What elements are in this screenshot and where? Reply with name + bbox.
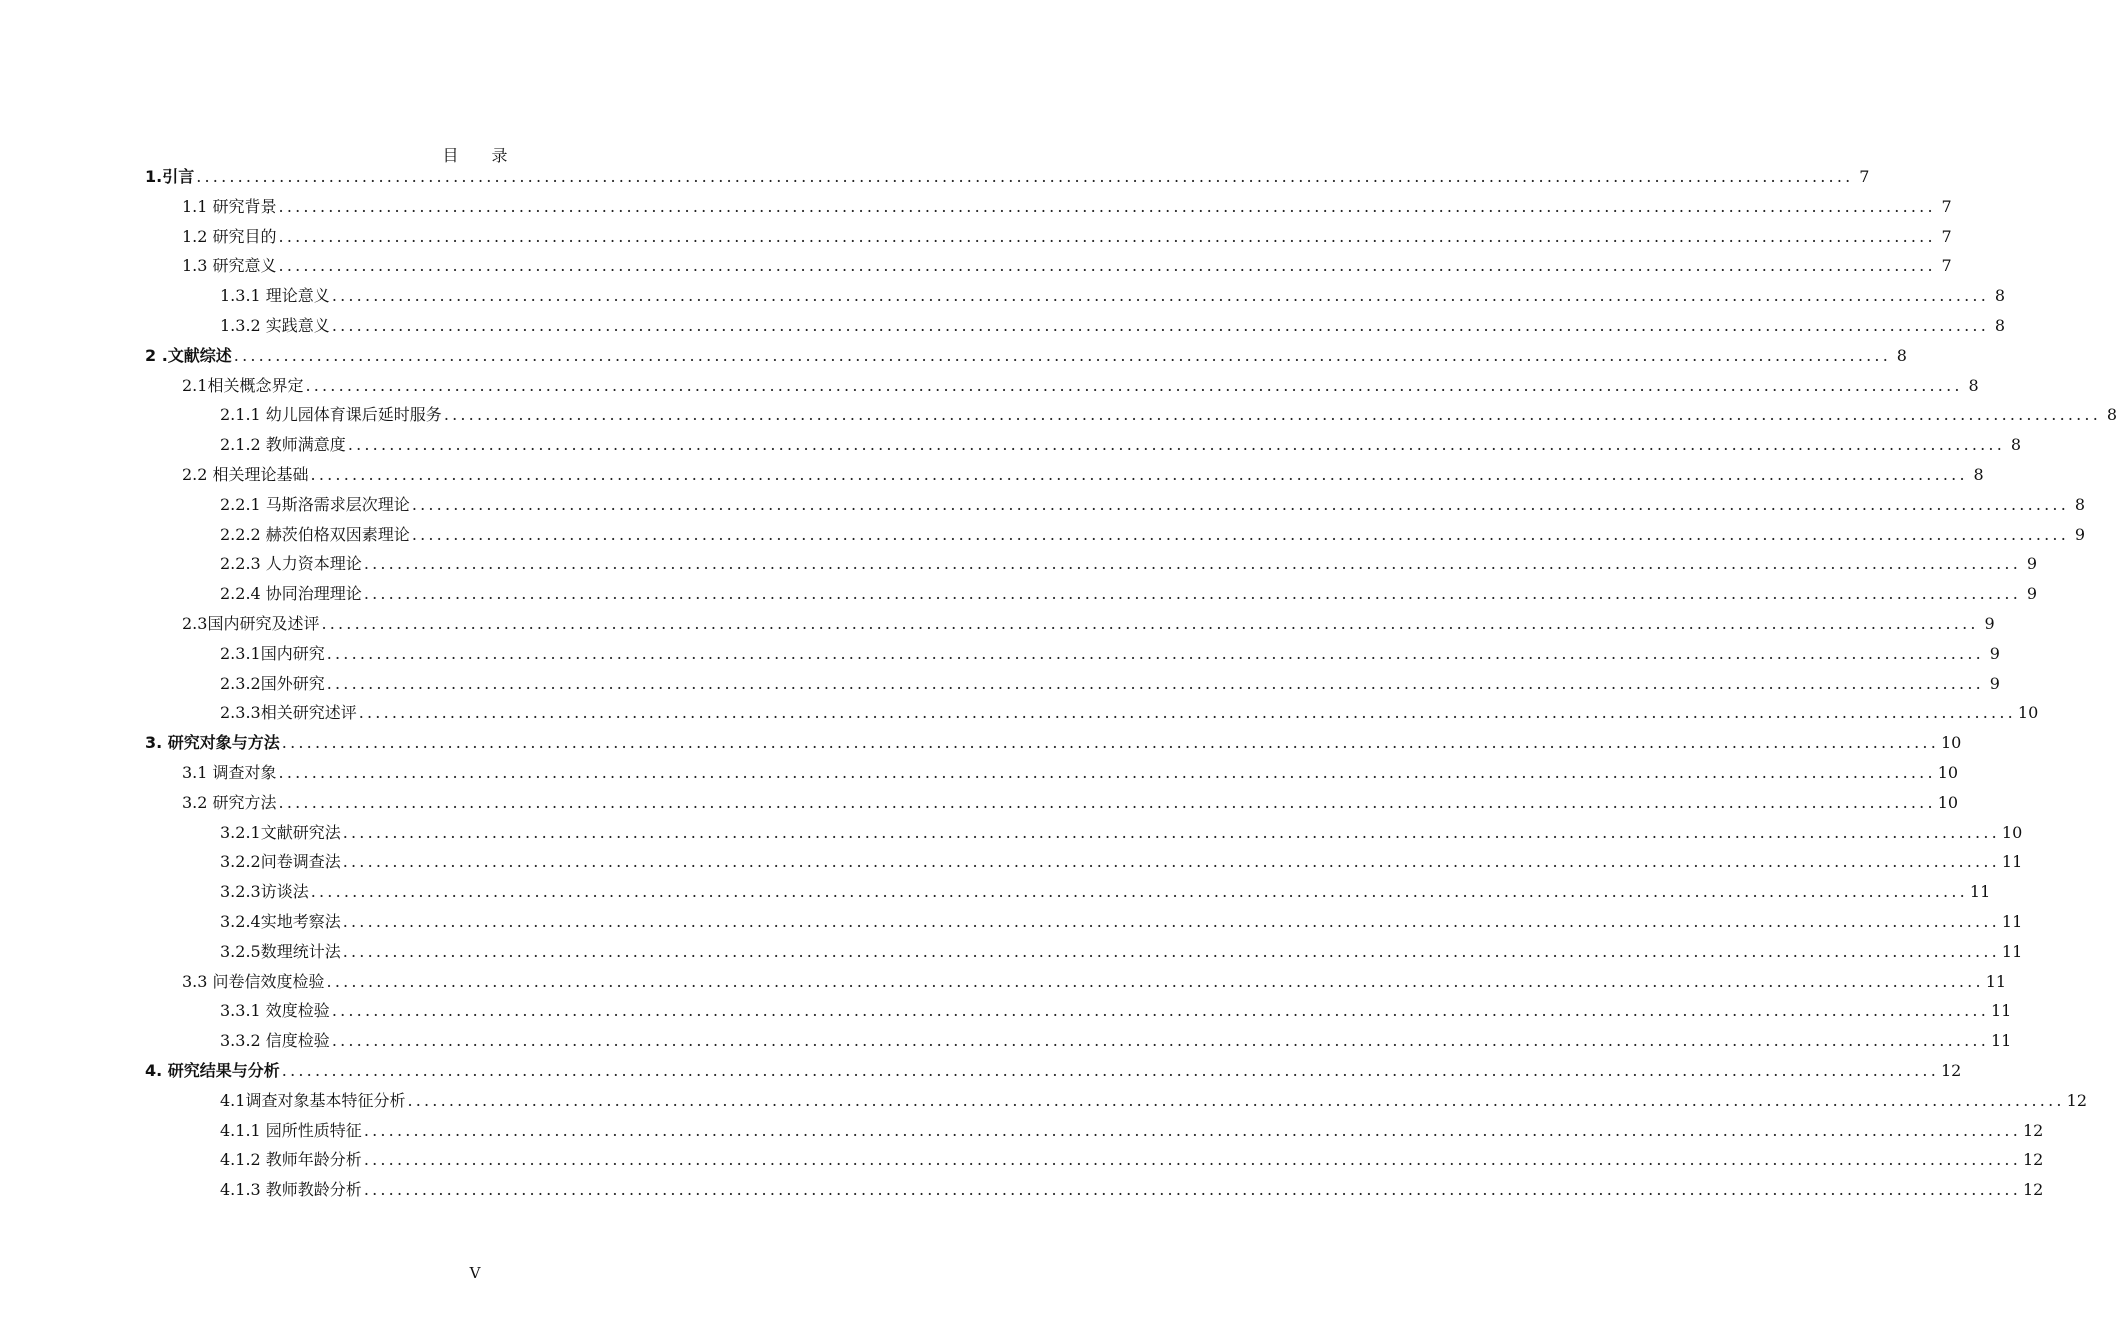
- toc-entry-page-number: 7: [1941, 196, 1952, 216]
- toc-dot-leader: ........................................................................................................................................................................................................: [342, 852, 2000, 872]
- toc-dot-leader: ........................................................................................................................................................................................................: [443, 405, 2101, 425]
- toc-entry[interactable]: [220, 1028, 2012, 1054]
- toc-entry[interactable]: [145, 1058, 1962, 1084]
- toc-dot-leader: ........................................................................................................................................................................................................: [278, 196, 1936, 216]
- toc-entry[interactable]: [220, 402, 2117, 428]
- toc-dot-leader: ........................................................................................................................................................................................................: [305, 375, 1963, 395]
- toc-dot-leader: ........................................................................................................................................................................................................: [331, 1031, 1989, 1051]
- toc-entry-label: 3.3.2 信度检验: [220, 1031, 330, 1051]
- toc-entry[interactable]: [220, 820, 2023, 846]
- toc-entry-label: 4.1.1 园所性质特征: [220, 1120, 362, 1140]
- toc-entry[interactable]: [182, 462, 1984, 488]
- toc-entry[interactable]: [220, 700, 2039, 726]
- toc-entry-label: 2.2.4 协同治理理论: [220, 584, 362, 604]
- toc-entry-label: 2.2 相关理论基础: [182, 465, 309, 484]
- toc-dot-leader: ........................................................................................................................................................................................................: [326, 643, 1984, 663]
- toc-dot-leader: ........................................................................................................................................................................................................: [278, 226, 1936, 246]
- toc-dot-leader: ........................................................................................................................................................................................................: [326, 673, 1984, 693]
- toc-dot-leader: ........................................................................................................................................................................................................: [363, 554, 2021, 574]
- toc-entry-label: 2.3国内研究及述评: [182, 614, 320, 633]
- toc-entry-page-number: 10: [1937, 763, 1959, 782]
- toc-entry-page-number: 12: [2066, 1090, 2087, 1110]
- toc-entry[interactable]: [145, 343, 1907, 369]
- toc-entry-page-number: 8: [2106, 405, 2117, 425]
- toc-entry[interactable]: [220, 939, 2023, 965]
- toc-entry-page-number: 8: [1896, 345, 1907, 365]
- toc-dot-leader: ........................................................................................................................................................................................................: [363, 1180, 2021, 1200]
- toc-entry[interactable]: [220, 492, 2085, 518]
- toc-entry-page-number: 11: [1991, 1001, 2012, 1021]
- toc-entry-label: 3.2.4实地考察法: [220, 912, 341, 931]
- toc-dot-leader: ........................................................................................................................................................................................................: [331, 286, 1989, 306]
- toc-entry-page-number: 10: [2001, 822, 2023, 842]
- toc-dot-leader: ........................................................................................................................................................................................................: [363, 1150, 2021, 1170]
- toc-entry-label: 2.2.3 人力资本理论: [220, 554, 362, 574]
- toc-entry-page-number: 11: [1969, 882, 1991, 902]
- toc-entry-page-number: 9: [2026, 554, 2037, 574]
- toc-entry-page-number: 11: [1991, 1031, 2012, 1051]
- toc-entry[interactable]: [220, 641, 2000, 667]
- toc-dot-leader: ........................................................................................................................................................................................................: [358, 703, 2016, 723]
- toc-entry[interactable]: [145, 164, 1870, 190]
- toc-dot-leader: ........................................................................................................................................................................................................: [281, 733, 1939, 753]
- toc-entry-page-number: 9: [2074, 524, 2085, 544]
- toc-entry-label: 3.2.3访谈法: [220, 882, 309, 902]
- toc-entry-label: 4. 研究结果与分析: [145, 1061, 280, 1080]
- toc-dot-leader: ........................................................................................................................................................................................................: [331, 1001, 1989, 1021]
- toc-entry-label: 1.引言: [145, 167, 195, 186]
- toc-entry[interactable]: [220, 283, 2005, 309]
- toc-dot-leader: ........................................................................................................................................................................................................: [196, 167, 1854, 186]
- toc-entry[interactable]: [220, 909, 2023, 935]
- toc-entry-page-number: 8: [1994, 286, 2005, 306]
- toc-entry-label: 3.1 调查对象: [182, 763, 277, 782]
- toc-entry[interactable]: [220, 879, 1991, 905]
- toc-dot-leader: ........................................................................................................................................................................................................: [407, 1090, 2065, 1110]
- toc-dot-leader: ........................................................................................................................................................................................................: [310, 465, 1968, 484]
- toc-entry-page-number: 11: [2001, 941, 2023, 961]
- toc-entry-page-number: 8: [1994, 316, 2005, 335]
- toc-entry[interactable]: [182, 253, 1952, 279]
- toc-entry[interactable]: [220, 522, 2085, 548]
- toc-entry[interactable]: [182, 224, 1952, 250]
- toc-entry-label: 1.3.1 理论意义: [220, 286, 330, 306]
- toc-entry[interactable]: [145, 730, 1962, 756]
- toc-dot-leader: ........................................................................................................................................................................................................: [342, 941, 2000, 961]
- toc-dot-leader: ........................................................................................................................................................................................................: [326, 971, 1984, 991]
- toc-dot-leader: ........................................................................................................................................................................................................: [363, 1120, 2021, 1140]
- toc-entry[interactable]: [220, 998, 2012, 1024]
- page-footer-number: V: [469, 1264, 481, 1282]
- toc-dot-leader: ........................................................................................................................................................................................................: [310, 882, 1968, 902]
- toc-dot-leader: ........................................................................................................................................................................................................: [363, 584, 2021, 604]
- toc-entry-page-number: 7: [1941, 256, 1952, 276]
- toc-entry-label: 2.3.1国内研究: [220, 643, 325, 663]
- toc-dot-leader: ........................................................................................................................................................................................................: [278, 763, 1936, 782]
- toc-entry-page-number: 12: [1940, 1061, 1962, 1080]
- toc-entry-page-number: 7: [1859, 167, 1870, 186]
- toc-entry-page-number: 11: [1985, 971, 2007, 991]
- toc-entry-page-number: 11: [2001, 912, 2023, 931]
- toc-entry[interactable]: [182, 790, 1959, 816]
- toc-entry[interactable]: [220, 581, 2037, 607]
- toc-entry[interactable]: [220, 1177, 2044, 1203]
- toc-entry-label: 1.3.2 实践意义: [220, 316, 330, 335]
- toc-dot-leader: ........................................................................................................................................................................................................: [278, 256, 1936, 276]
- toc-entry[interactable]: [220, 1147, 2044, 1173]
- toc-entry-label: 2.1.1 幼儿园体育课后延时服务: [220, 405, 442, 425]
- toc-entry-label: 3. 研究对象与方法: [145, 733, 280, 753]
- toc-entry[interactable]: [182, 760, 1959, 786]
- toc-entry[interactable]: [182, 194, 1952, 220]
- toc-entry-page-number: 9: [1984, 614, 1995, 633]
- toc-entry-page-number: 10: [1940, 733, 1962, 753]
- toc-entry-label: 3.2.5数理统计法: [220, 941, 341, 961]
- toc-dot-leader: ........................................................................................................................................................................................................: [278, 792, 1936, 812]
- toc-entry[interactable]: [220, 551, 2037, 577]
- toc-entry-label: 1.2 研究目的: [182, 226, 277, 246]
- toc-entry-page-number: 8: [1973, 465, 1984, 484]
- toc-entry[interactable]: [182, 969, 2007, 995]
- toc-entry-label: 4.1调查对象基本特征分析: [220, 1090, 406, 1110]
- toc-entry-page-number: 12: [2023, 1150, 2044, 1170]
- toc-entry-page-number: 8: [1968, 375, 1979, 395]
- toc-entry-page-number: 10: [1937, 792, 1959, 812]
- toc-title: 目 录: [442, 146, 522, 165]
- toc-entry-label: 3.3 问卷信效度检验: [182, 971, 325, 991]
- toc-entry-label: 1.3 研究意义: [182, 256, 277, 276]
- toc-entry-page-number: 11: [2001, 852, 2023, 872]
- toc-dot-leader: ........................................................................................................................................................................................................: [281, 1061, 1939, 1080]
- toc-dot-leader: ........................................................................................................................................................................................................: [342, 912, 2000, 931]
- toc-entry-label: 3.2 研究方法: [182, 792, 277, 812]
- toc-dot-leader: ........................................................................................................................................................................................................: [233, 345, 1891, 365]
- toc-dot-leader: ........................................................................................................................................................................................................: [411, 494, 2069, 514]
- toc-entry-page-number: 7: [1941, 226, 1952, 246]
- toc-entry[interactable]: [182, 611, 1995, 637]
- toc-entry-label: 2.2.2 赫茨伯格双因素理论: [220, 524, 410, 544]
- toc-entry-label: 3.2.1文献研究法: [220, 822, 341, 842]
- toc-entry-page-number: 9: [1989, 673, 2000, 693]
- toc-entry-page-number: 10: [2017, 703, 2039, 723]
- toc-entry[interactable]: [220, 1118, 2044, 1144]
- toc-dot-leader: ........................................................................................................................................................................................................: [321, 614, 1979, 633]
- toc-dot-leader: ........................................................................................................................................................................................................: [342, 822, 2000, 842]
- toc-entry-label: 2 .文献综述: [145, 345, 232, 365]
- toc-entry-label: 3.3.1 效度检验: [220, 1001, 330, 1021]
- toc-entry-page-number: 8: [2010, 435, 2021, 455]
- toc-dot-leader: ........................................................................................................................................................................................................: [411, 524, 2069, 544]
- toc-entry[interactable]: [220, 849, 2023, 875]
- toc-entry-page-number: 9: [1989, 643, 2000, 663]
- toc-entry-label: 2.1.2 教师满意度: [220, 435, 346, 455]
- toc-entry[interactable]: [220, 432, 2021, 458]
- toc-entry-label: 2.3.3相关研究述评: [220, 703, 357, 723]
- toc-entry-label: 4.1.3 教师教龄分析: [220, 1180, 362, 1200]
- toc-entry-page-number: 12: [2023, 1180, 2044, 1200]
- toc-entry-label: 2.3.2国外研究: [220, 673, 325, 693]
- toc-entry-label: 1.1 研究背景: [182, 196, 277, 216]
- toc-entry[interactable]: [220, 1088, 2087, 1114]
- toc-entry[interactable]: [220, 671, 2000, 697]
- toc-entry-label: 2.2.1 马斯洛需求层次理论: [220, 494, 410, 514]
- toc-dot-leader: ........................................................................................................................................................................................................: [347, 435, 2005, 455]
- toc-entry-page-number: 12: [2023, 1120, 2044, 1140]
- toc-entry-page-number: 9: [2026, 584, 2037, 604]
- toc-entry-label: 2.1相关概念界定: [182, 375, 304, 395]
- toc-entry-page-number: 8: [2074, 494, 2085, 514]
- toc-dot-leader: ........................................................................................................................................................................................................: [331, 316, 1989, 335]
- toc-entry-label: 4.1.2 教师年龄分析: [220, 1150, 362, 1170]
- toc-entry[interactable]: [182, 373, 1979, 399]
- toc-entry[interactable]: [220, 313, 2005, 339]
- toc-entry-label: 3.2.2问卷调查法: [220, 852, 341, 872]
